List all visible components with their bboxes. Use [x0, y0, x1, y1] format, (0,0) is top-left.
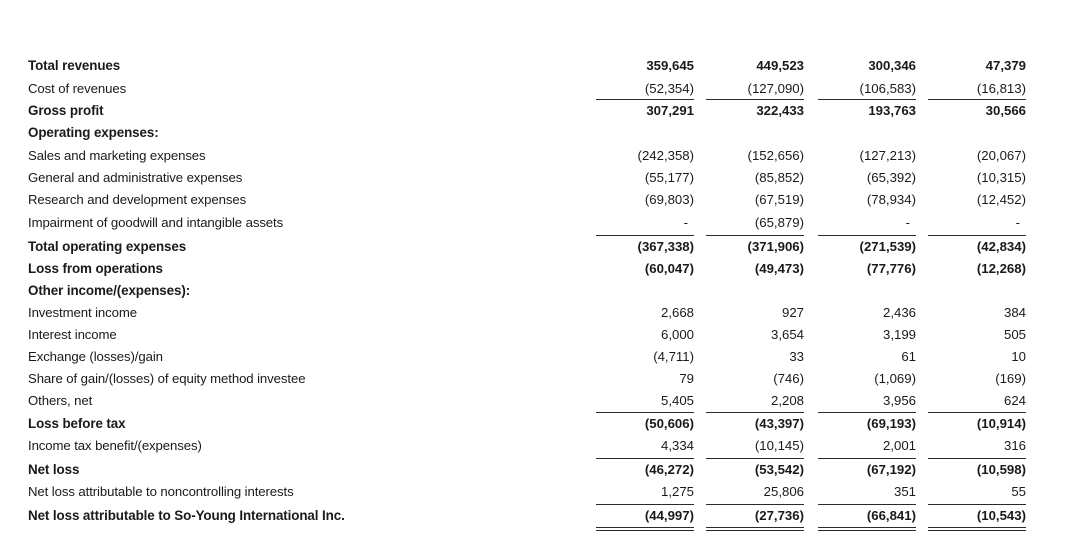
- subtotal-rule: [818, 235, 916, 236]
- table-row-total-operating-expenses: [0, 236, 1080, 258]
- table-row-net-loss-attributable: [0, 505, 1080, 527]
- cell-value: (46,272): [644, 462, 694, 477]
- table-row-loss-from-operations: [0, 258, 1080, 280]
- cell-value: (66,841): [866, 508, 916, 523]
- cell-value: (12,452): [976, 192, 1026, 207]
- row-label: Share of gain/(losses) of equity method investee: [28, 371, 306, 386]
- subtotal-rule: [596, 504, 694, 505]
- cell-value: (42,834): [976, 239, 1026, 254]
- table-row-investment-income: [0, 302, 1080, 324]
- cell-value: 384: [1003, 305, 1026, 320]
- cell-value: 2,001: [882, 438, 916, 453]
- cell-value: (44,997): [644, 508, 694, 523]
- subtotal-rule: [706, 99, 804, 100]
- subtotal-rule: [596, 99, 694, 100]
- cell-value: (271,539): [859, 239, 916, 254]
- cell-value: (169): [995, 371, 1026, 386]
- table-row-cost-of-revenues: [0, 78, 1080, 100]
- subtotal-rule: [818, 412, 916, 413]
- row-label: Research and development expenses: [28, 192, 247, 207]
- cell-value: 449,523: [756, 58, 804, 73]
- table-row-equity-method-investee: [0, 368, 1080, 390]
- cell-value: (127,090): [747, 81, 804, 96]
- subtotal-rule: [706, 458, 804, 459]
- cell-value: 3,199: [882, 327, 916, 342]
- cell-value: (10,914): [976, 416, 1026, 431]
- total-double-rule: [818, 527, 916, 531]
- cell-value: 5,405: [660, 393, 694, 408]
- cell-value: (16,813): [976, 81, 1026, 96]
- section-heading: Operating expenses:: [28, 125, 159, 140]
- table-row-income-tax: [0, 435, 1080, 457]
- table-row-loss-before-tax: [0, 413, 1080, 435]
- subtotal-rule: [596, 458, 694, 459]
- cell-value: (12,268): [976, 261, 1026, 276]
- cell-value: (10,543): [976, 508, 1026, 523]
- cell-value: (43,397): [754, 416, 804, 431]
- subtotal-rule: [818, 458, 916, 459]
- cell-value: 10: [1011, 349, 1026, 364]
- table-row-impairment: [0, 212, 1080, 234]
- row-label: Interest income: [28, 327, 117, 342]
- cell-value: 3,956: [882, 393, 916, 408]
- subtotal-rule: [706, 235, 804, 236]
- row-label: Loss from operations: [28, 261, 163, 276]
- subtotal-rule: [928, 458, 1026, 459]
- subtotal-rule: [596, 235, 694, 236]
- cell-value: (10,315): [976, 170, 1026, 185]
- cell-value: -: [905, 215, 910, 230]
- cell-value: 505: [1003, 327, 1026, 342]
- cell-value: (49,473): [754, 261, 804, 276]
- subtotal-rule: [706, 412, 804, 413]
- row-label: Income tax benefit/(expenses): [28, 438, 202, 453]
- subtotal-rule: [706, 504, 804, 505]
- cell-value: (53,542): [754, 462, 804, 477]
- cell-value: (746): [773, 371, 804, 386]
- row-label: Loss before tax: [28, 416, 126, 431]
- cell-value: 55: [1011, 484, 1026, 499]
- cell-value: 359,645: [646, 58, 694, 73]
- row-label: Net loss attributable to noncontrolling interests: [28, 484, 294, 499]
- table-row-noncontrolling-interests: [0, 481, 1080, 503]
- cell-value: (78,934): [866, 192, 916, 207]
- row-label: Total operating expenses: [28, 239, 187, 254]
- total-double-rule: [706, 527, 804, 531]
- cell-value: (77,776): [866, 261, 916, 276]
- cell-value: 79: [679, 371, 694, 386]
- cell-value: (85,852): [754, 170, 804, 185]
- cell-value: 322,433: [756, 103, 804, 118]
- table-row-others-net: [0, 390, 1080, 412]
- table-row-gross-profit: [0, 100, 1080, 122]
- cell-value: 6,000: [660, 327, 694, 342]
- cell-value: (60,047): [644, 261, 694, 276]
- cell-value: (55,177): [644, 170, 694, 185]
- table-row-net-loss: [0, 459, 1080, 481]
- row-label: General and administrative expenses: [28, 170, 243, 185]
- cell-value: 3,654: [770, 327, 804, 342]
- cell-value: (69,803): [644, 192, 694, 207]
- total-double-rule: [928, 527, 1026, 531]
- cell-value: (152,656): [747, 148, 804, 163]
- total-double-rule: [596, 527, 694, 531]
- cell-value: (106,583): [859, 81, 916, 96]
- row-label: Exchange (losses)/gain: [28, 349, 163, 364]
- table-row-other-income-header: [0, 280, 1080, 302]
- cell-value: (50,606): [644, 416, 694, 431]
- cell-value: 624: [1003, 393, 1026, 408]
- cell-value: 2,436: [882, 305, 916, 320]
- cell-value: (10,145): [754, 438, 804, 453]
- subtotal-rule: [596, 412, 694, 413]
- cell-value: (65,392): [866, 170, 916, 185]
- subtotal-rule: [928, 235, 1026, 236]
- cell-value: (1,069): [874, 371, 916, 386]
- table-row-sales-marketing: [0, 145, 1080, 167]
- row-label: Cost of revenues: [28, 81, 127, 96]
- cell-value: 30,566: [985, 103, 1026, 118]
- cell-value: 4,334: [660, 438, 694, 453]
- row-label: Total revenues: [28, 58, 121, 73]
- cell-value: 307,291: [646, 103, 694, 118]
- cell-value: (52,354): [644, 81, 694, 96]
- cell-value: (242,358): [637, 148, 694, 163]
- section-heading: Other income/(expenses):: [28, 283, 191, 298]
- subtotal-rule: [928, 504, 1026, 505]
- cell-value: 33: [789, 349, 804, 364]
- cell-value: (67,519): [754, 192, 804, 207]
- cell-value: 351: [893, 484, 916, 499]
- cell-value: 25,806: [763, 484, 804, 499]
- cell-value: (65,879): [754, 215, 804, 230]
- cell-value: (69,193): [866, 416, 916, 431]
- subtotal-rule: [928, 99, 1026, 100]
- cell-value: 927: [781, 305, 804, 320]
- cell-value: (67,192): [866, 462, 916, 477]
- cell-value: 47,379: [985, 58, 1026, 73]
- row-label: Others, net: [28, 393, 93, 408]
- cell-value: 2,668: [660, 305, 694, 320]
- table-row-total-revenues: [0, 55, 1080, 77]
- table-row-operating-expenses-header: [0, 122, 1080, 144]
- row-label: Net loss attributable to So-Young International Inc.: [28, 508, 345, 523]
- cell-value: -: [1015, 215, 1020, 230]
- table-row-general-admin: [0, 167, 1080, 189]
- row-label: Impairment of goodwill and intangible assets: [28, 215, 284, 230]
- row-label: Investment income: [28, 305, 137, 320]
- row-label: Gross profit: [28, 103, 104, 118]
- table-row-interest-income: [0, 324, 1080, 346]
- table-row-exchange-gain: [0, 346, 1080, 368]
- cell-value: -: [683, 215, 688, 230]
- table-row-research-development: [0, 189, 1080, 211]
- cell-value: 2,208: [770, 393, 804, 408]
- row-label: Sales and marketing expenses: [28, 148, 206, 163]
- row-label: Net loss: [28, 462, 80, 477]
- cell-value: (20,067): [976, 148, 1026, 163]
- cell-value: (371,906): [747, 239, 804, 254]
- cell-value: (27,736): [754, 508, 804, 523]
- cell-value: (367,338): [637, 239, 694, 254]
- subtotal-rule: [928, 412, 1026, 413]
- cell-value: 1,275: [660, 484, 694, 499]
- cell-value: 61: [901, 349, 916, 364]
- cell-value: (127,213): [859, 148, 916, 163]
- subtotal-rule: [818, 504, 916, 505]
- cell-value: (10,598): [976, 462, 1026, 477]
- cell-value: 316: [1003, 438, 1026, 453]
- subtotal-rule: [818, 99, 916, 100]
- cell-value: 193,763: [868, 103, 916, 118]
- cell-value: (4,711): [653, 349, 694, 364]
- cell-value: 300,346: [868, 58, 916, 73]
